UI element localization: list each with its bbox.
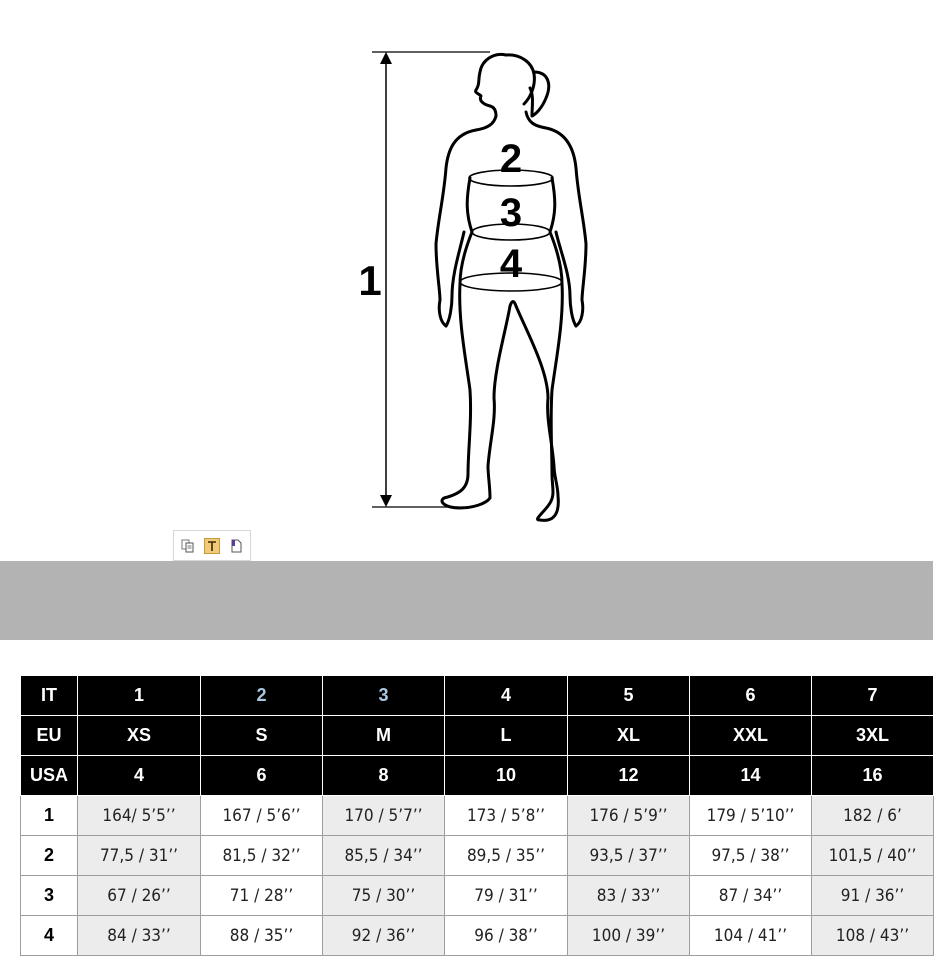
- table-row-it: [21, 676, 934, 716]
- table-cell: 108 / 43’’: [812, 916, 934, 956]
- table-cell: 6: [201, 756, 323, 796]
- table-cell: 85,5 / 34’’: [323, 836, 445, 876]
- table-cell: 164/ 5’5’’: [78, 796, 201, 836]
- copy-icon[interactable]: [180, 538, 196, 554]
- table-cell: 16: [812, 756, 934, 796]
- table-cell: 3XL: [812, 716, 934, 756]
- gray-banner: [0, 561, 933, 640]
- table-cell: 97,5 / 38’’: [690, 836, 812, 876]
- table-cell: 100 / 39’’: [568, 916, 690, 956]
- page-icon[interactable]: [228, 538, 244, 554]
- table-cell: 104 / 41’’: [690, 916, 812, 956]
- table-cell: 7: [812, 676, 934, 716]
- table-cell: 14: [690, 756, 812, 796]
- table-cell: 71 / 28’’: [201, 876, 323, 916]
- table-cell: 87 / 34’’: [690, 876, 812, 916]
- table-cell: 173 / 5’8’’: [445, 796, 568, 836]
- table-cell: 84 / 33’’: [78, 916, 201, 956]
- row-label: USA: [21, 756, 78, 796]
- table-row-usa: [21, 756, 934, 796]
- height-label: 1: [358, 257, 382, 304]
- table-row-waist: [21, 876, 934, 916]
- table-cell: 170 / 5’7’’: [323, 796, 445, 836]
- table-cell: XL: [568, 716, 690, 756]
- table-cell: 92 / 36’’: [323, 916, 445, 956]
- table-cell: 167 / 5’6’’: [201, 796, 323, 836]
- table-row-chest: [21, 836, 934, 876]
- table-cell: 81,5 / 32’’: [201, 836, 323, 876]
- table-cell: 89,5 / 35’’: [445, 836, 568, 876]
- row-label: IT: [21, 676, 78, 716]
- table-cell: 88 / 35’’: [201, 916, 323, 956]
- table-cell: 75 / 30’’: [323, 876, 445, 916]
- table-cell: 96 / 38’’: [445, 916, 568, 956]
- floating-toolbar: [173, 530, 251, 561]
- table-cell: 4: [78, 756, 201, 796]
- table-cell: XXL: [690, 716, 812, 756]
- table-cell: 93,5 / 37’’: [568, 836, 690, 876]
- table-cell: 83 / 33’’: [568, 876, 690, 916]
- row-label: 3: [21, 876, 78, 916]
- table-cell: 77,5 / 31’’: [78, 836, 201, 876]
- silhouette-outline: [436, 54, 586, 520]
- height-arrow: [372, 52, 490, 507]
- row-label: EU: [21, 716, 78, 756]
- table-cell: 1: [78, 676, 201, 716]
- table-cell: 179 / 5’10’’: [690, 796, 812, 836]
- table-cell: 6: [690, 676, 812, 716]
- table-cell: L: [445, 716, 568, 756]
- table-cell: 176 / 5’9’’: [568, 796, 690, 836]
- row-label: 1: [21, 796, 78, 836]
- row-label: 4: [21, 916, 78, 956]
- table-cell: 91 / 36’’: [812, 876, 934, 916]
- table-cell: 10: [445, 756, 568, 796]
- table-cell: 2: [201, 676, 323, 716]
- row-label: 2: [21, 836, 78, 876]
- hip-label: 4: [499, 242, 523, 286]
- table-cell: 3: [323, 676, 445, 716]
- table-cell: M: [323, 716, 445, 756]
- text-icon[interactable]: [204, 538, 220, 554]
- table-row-height: [21, 796, 934, 836]
- waist-label: 3: [499, 191, 523, 235]
- table-cell: 79 / 31’’: [445, 876, 568, 916]
- table-cell: 182 / 6’: [812, 796, 934, 836]
- table-row-eu: [21, 716, 934, 756]
- table-cell: 101,5 / 40’’: [812, 836, 934, 876]
- table-cell: S: [201, 716, 323, 756]
- table-cell: 4: [445, 676, 568, 716]
- table-cell: XS: [78, 716, 201, 756]
- chest-label: 2: [499, 137, 523, 181]
- table-cell: 8: [323, 756, 445, 796]
- table-cell: 12: [568, 756, 690, 796]
- table-cell: 67 / 26’’: [78, 876, 201, 916]
- table-row-hip: [21, 916, 934, 956]
- size-chart-table: [20, 675, 934, 956]
- table-cell: 5: [568, 676, 690, 716]
